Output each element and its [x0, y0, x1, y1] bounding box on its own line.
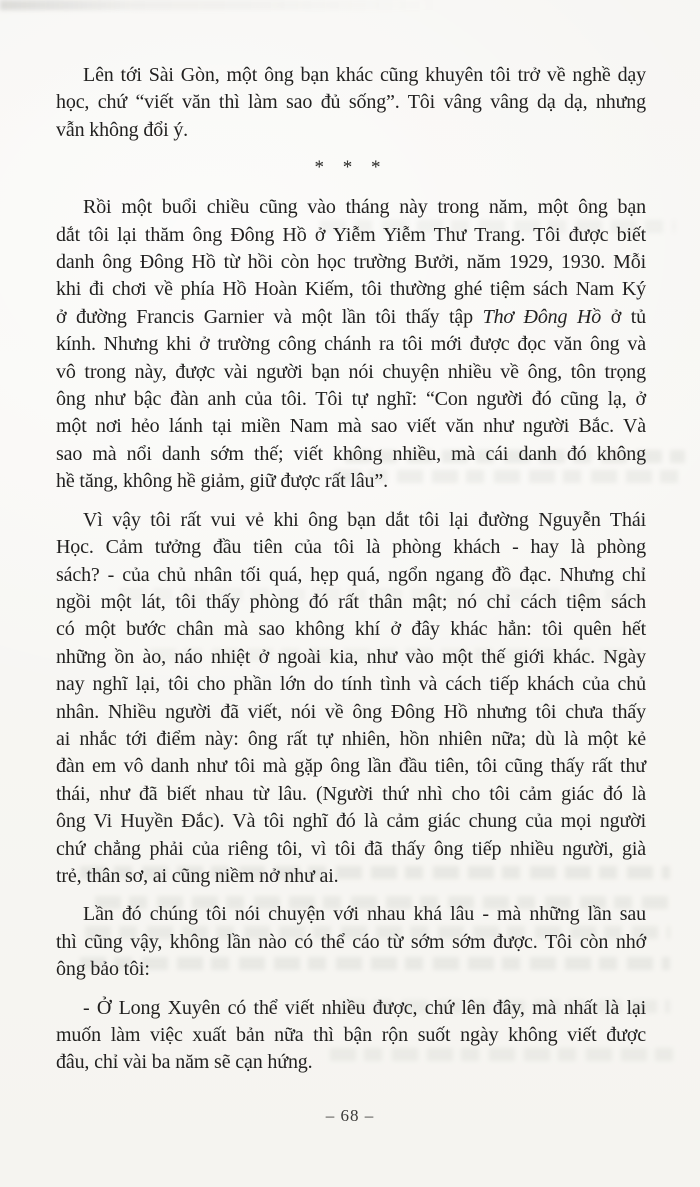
- text-line: ở đường Francis Garnier và một lần tôi thấy tập Thơ Đông Hồ ở tủ: [56, 305, 646, 328]
- text-line: đàn em vô danh như tôi mà gặp ông lần đầu tiên, tôi cũng thấy rất thư: [56, 755, 646, 778]
- text-line: đâu, chỉ vài ba năm sẽ cạn hứng.: [56, 1051, 313, 1074]
- paragraph: [56, 194, 646, 495]
- text-line: vô trong này, được vài người bạn nói chuyện nhiều về ông, tôn trọng: [56, 360, 646, 383]
- text-line: muốn làm việc xuất bản nữa thì bận rộn suốt ngày không viết được: [56, 1024, 646, 1046]
- text-line: Vì vậy tôi rất vui vẻ khi ông bạn dắt tôi lại đường Nguyễn Thái: [83, 508, 646, 531]
- text-line: những ồn ào, náo nhiệt ở ngoài kia, như vào một thế giới khác. Ngày: [56, 645, 646, 668]
- text-line: danh ông Đông Hồ từ hồi còn học trường Bưởi, năm 1929, 1930. Mỗi: [56, 251, 646, 274]
- section-separator: * * *: [314, 157, 388, 179]
- text-line: học, chứ “viết văn thì làm sao đủ sống”. Tôi vâng vâng dạ dạ, nhưng: [56, 91, 646, 114]
- paragraph: [56, 901, 646, 983]
- text-line: Lần đó chúng tôi nói chuyện với nhau khá lâu - mà những lần sau: [83, 903, 646, 926]
- scan-edge-artifact: [0, 0, 440, 10]
- text-line: Học. Cảm tưởng đầu tiên của tôi là phòng khách - hay là phòng: [56, 536, 646, 559]
- text-line: ngồi một lát, tôi thấy phòng đó rất thân mật; nó chỉ cách tiệm sách: [56, 590, 646, 613]
- text-line: sách? - của chủ nhân tối quá, hẹp quá, ngổn ngang đồ đạc. Nhưng chỉ: [56, 563, 646, 586]
- text-line: thái, như đã biết nhau từ lâu. (Người thứ nhì cho tôi cảm giác đó là: [56, 782, 646, 805]
- text-line: có một bước chân mà sao không khí ở đây khác hẳn: tôi quên hết: [56, 618, 646, 641]
- paragraph: [56, 507, 646, 891]
- text-line: thì cũng vậy, không lần nào có thể cáo từ sớm sớm được. Tôi còn nhớ: [56, 930, 646, 953]
- text-line: - Ở Long Xuyên có thể viết nhiều được, chứ lên đây, mà nhất là lại: [83, 996, 646, 1019]
- text-line: sao mà nổi danh sớm thế; viết không nhiều, mà cái danh đó không: [56, 442, 646, 465]
- text-line: kính. Nhưng khi ở trường công chánh ra tôi mới được đọc văn ông và: [56, 333, 646, 356]
- text-block: [56, 62, 646, 1088]
- text-line: dắt tôi lại thăm ông Đông Hồ ở Yiễm Yiễm Thư Trang. Tôi được biết: [56, 223, 646, 246]
- paragraph: [56, 995, 646, 1077]
- text-line: chứ chẳng phải của riêng tôi, vì tôi đã thấy ông tiếp nhiều người, già: [56, 837, 646, 860]
- text-line: ông Vi Huyền Đắc). Và tôi nghĩ đó là cảm giác chung của mọi người: [56, 810, 646, 833]
- text-line: vẫn không đổi ý.: [56, 118, 189, 141]
- text-line: ai nhắc tới điểm này: ông rất tự nhiên, hồn nhiên nữa; dù là một kẻ: [56, 727, 646, 750]
- text-line: ông bảo tôi:: [56, 958, 150, 981]
- text-line: trẻ, thân sơ, ai cũng niềm nở như ai.: [56, 864, 339, 887]
- text-line: ông như bậc đàn anh của tôi. Tôi tự nghĩ: “Con người đó cũng lạ, ở: [56, 388, 646, 411]
- text-line: hề tăng, không hề giảm, giữ được rất lâu”.: [56, 470, 388, 493]
- page-number: – 68 –: [325, 1106, 375, 1125]
- text-line: Rồi một buổi chiều cũng vào tháng này trong năm, một ông bạn: [83, 196, 646, 219]
- text-line: khi đi chơi về phía Hồ Hoàn Kiếm, tôi thường ghé tiệm sách Nam Ký: [56, 278, 646, 301]
- text-line: một nơi hẻo lánh tại miền Nam mà sao viết văn như người Bắc. Và: [56, 415, 646, 438]
- text-line: Lên tới Sài Gòn, một ông bạn khác cũng khuyên tôi trở về nghề dạy: [83, 64, 646, 86]
- text-line: nay nghĩ lại, tôi cho phần lớn do tính tình và cách tiếp khách của chủ: [56, 673, 646, 696]
- paragraph: [56, 62, 646, 144]
- text-line: nhân. Nhiều người đã viết, nói về ông Đông Hồ nhưng tôi chưa thấy: [56, 700, 646, 723]
